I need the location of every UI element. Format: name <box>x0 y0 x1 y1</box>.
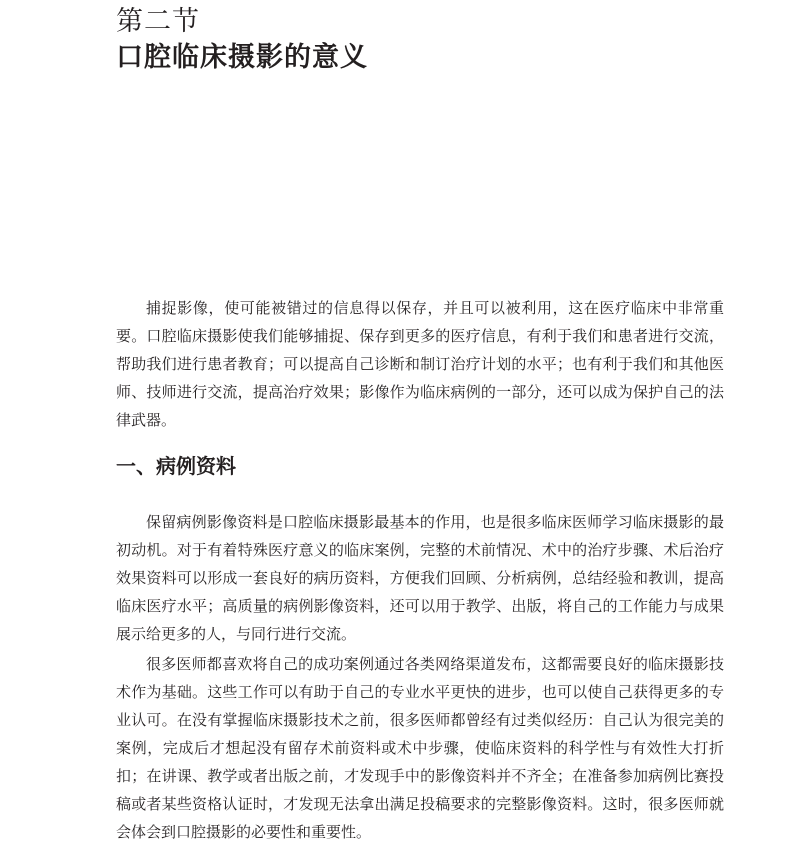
page-title: 口腔临床摄影的意义 <box>116 42 368 73</box>
body-paragraph: 保留病例影像资料是口腔临床摄影最基本的作用，也是很多临床医师学习临床摄影的最初动机。对于有着特殊医疗意义的临床案例，完整的术前情况、术中的治疗步骤、术后治疗效果资料可以形成一套良好的病历资料，方便我们回顾、分析病例，总结经验和教训，提高临床医疗水平；高质量的病例影像资料，还可以用于教学、出版，将自己的工作能力与成果展示给更多的人，与同行进行交流。 <box>116 513 724 643</box>
subsection-body <box>116 508 724 846</box>
intro-paragraph: 捕捉影像，使可能被错过的信息得以保存，并且可以被利用，这在医疗临床中非常重要。口腔临床摄影使我们能够捕捉、保存到更多的医疗信息，有利于我们和患者进行交流，帮助我们进行患者教育；可以提高自己诊断和制订治疗计划的水平；也有利于我们和其他医师、技师进行交流，提高治疗效果；影像作为临床病例的一部分，还可以成为保护自己的法律武器。 <box>116 299 724 429</box>
subsection-heading: 一、病例资料 <box>116 454 236 478</box>
intro-block <box>116 294 724 434</box>
body-paragraph: 很多医师都喜欢将自己的成功案例通过各类网络渠道发布，这都需要良好的临床摄影技术作为基础。这些工作可以有助于自己的专业水平更快的进步，也可以使自己获得更多的专业认可。在没有掌握临床摄影技术之前，很多医师都曾经有过类似经历：自己认为很完美的案例，完成后才想起没有留存术前资料或术中步骤，使临床资料的科学性与有效性大打折扣；在讲课、教学或者出版之前，才发现手中的影像资料并不齐全；在准备参加病例比赛投稿或者某些资格认证时，才发现无法拿出满足投稿要求的完整影像资料。这时，很多医师就会体会到口腔摄影的必要性和重要性。 <box>116 655 724 841</box>
section-label: 第二节 <box>116 6 200 37</box>
